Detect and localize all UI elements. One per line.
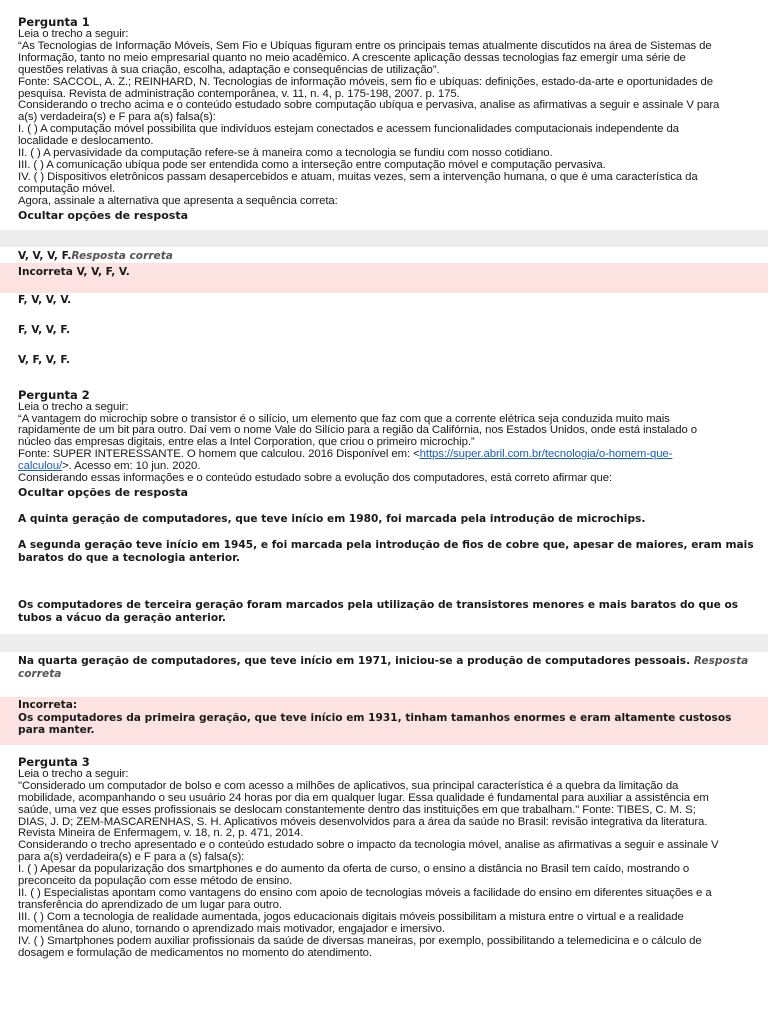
question-1-line: localidade e deslocamento. (18, 135, 154, 148)
question-1-line: computação móvel. (18, 182, 116, 195)
correct-answer-label: Resposta correta (71, 249, 173, 262)
source-prefix: Fonte: SUPER INTERESSANTE. O homem que calculou. 2016 Disponível em: < (18, 448, 420, 461)
question-1-line: pesquisa. Revista de administração contemporânea, v. 11, n. 4, p. 175-198, 2007. p. 175. (18, 87, 460, 100)
answer-option-q2-e[interactable] (0, 697, 768, 745)
question-3-line: dosagem e formulação de medicamentos no momento do atendimento. (18, 946, 372, 959)
question-1-line: “As Tecnologias de Informação Móveis, Sem Fio e Ubíquas figuram entre os principais temas atualmente discutidos na área de Sistemas de (18, 39, 712, 52)
question-1-line: Fonte: SACCOL, A. Z.; REINHARD, N. Tecnologias de informação móveis, sem fio e ubíquas: definições, estado-da-arte e oportunidades de (18, 75, 713, 88)
question-3-line: Revista Mineira de Enfermagem, v. 18, n. 2, p. 471, 2014. (18, 827, 304, 840)
question-3-line: Leia o trecho a seguir: (18, 767, 129, 780)
answer-option-text: V, V, F, V. (72, 265, 130, 278)
question-3-line: saúde, uma vez que esses profissionais se deslocam constantemente dentro das instituições em que trabalham." Fonte: TIBES, C. M. S; (18, 803, 696, 816)
question-1-line: Leia o trecho a seguir: (18, 28, 129, 40)
answer-option-q2-a[interactable] (0, 507, 768, 537)
question-3-line: mobilidade, acompanhando o seu usuário 24 horas por dia em qualquer lugar. Essa qualidade é fundamental para auxiliar a assistência em (18, 791, 709, 804)
question-1-line: a(s) verdadeira(s) e F para a(s) falsa(s): (18, 111, 216, 124)
answer-option-q1-b[interactable] (0, 263, 768, 293)
answer-option-text: F, V, V, F. (18, 323, 71, 336)
answer-option-q2-b[interactable] (0, 537, 768, 599)
question-1-line: III. ( ) A comunicação ubíqua pode ser entendida como a interseção entre computação móvel e computação pervasiva. (18, 158, 606, 171)
question-2-title: Pergunta 2 (18, 387, 90, 402)
question-1-title: Pergunta 1 (18, 15, 90, 29)
hide-options-link-q2[interactable]: Ocultar opções de resposta (18, 485, 189, 499)
answer-option-q1-d[interactable] (0, 323, 768, 353)
question-3-text (18, 769, 758, 960)
document-page (18, 16, 758, 959)
hide-options-link-q1[interactable]: Ocultar opções de resposta (18, 208, 189, 222)
question-1-line: questões relativas à sua criação, escolha, adaptação e consequências de utilização”. (18, 63, 440, 76)
source-suffix: >. Acesso em: 10 jun. 2020. (62, 460, 201, 473)
source-link[interactable]: https://super.abril.com.br/tecnologia/o-homem-que- (419, 448, 673, 461)
answer-option-text: A quinta geração de computadores, que teve início em 1980, foi marcada pela introdução de microchips. (18, 512, 646, 525)
answer-option-q1-c[interactable] (0, 293, 768, 323)
answer-option-q1-a[interactable] (0, 247, 768, 263)
question-3-title: Pergunta 3 (18, 754, 90, 769)
question-3-line: IV. ( ) Smartphones podem auxiliar profissionais da saúde de diversas maneiras, por exemplo, possibilitando a telemedicina e o cálculo de (18, 934, 702, 947)
question-2-prompt: Considerando essas informações e o conteúdo estudado sobre a evolução dos computadores, está correto afirmar que: (18, 472, 613, 485)
source-link-cont[interactable]: calculou/ (18, 460, 63, 473)
answer-option-text: F, V, V, V. (18, 293, 72, 306)
question-2-text (18, 402, 758, 485)
question-1-line: I. ( ) A computação móvel possibilita que indivíduos estejam conectados e acessem funcionalidades computacionais independente da (18, 123, 679, 136)
question-1-line: Agora, assinale a alternativa que apresenta a sequência correta: (18, 194, 338, 207)
answer-option-text: Os computadores da primeira geração, que teve início em 1931, tinham tamanhos enormes e eram altamente custosos para manter. (18, 711, 732, 737)
question-1-line: Informação, tanto no meio empresarial quanto no meio acadêmico. A crescente aplicação dessas tecnologias faz emergir uma série de (18, 51, 686, 64)
question-1-line: IV. ( ) Dispositivos eletrônicos passam desapercebidos e atuam, muitas vezes, sem a intervenção humana, o que é uma característica da (18, 170, 698, 183)
question-1-line: Considerando o trecho acima e o conteúdo estudado sobre computação ubíqua e pervasiva, analise as afirmativas a seguir e assinale V para (18, 99, 720, 112)
question-3-line: I. ( ) Apesar da popularização dos smartphones e do aumento da oferta de curso, o ensino a distância no Brasil tem caído, mostrando o (18, 863, 690, 876)
question-3-line: para a(s) verdadeira(s) e F para a (s) falsa(s): (18, 851, 245, 864)
option-spacer (0, 230, 768, 247)
question-3-line: II. ( ) Especialistas apontam como vantagens do ensino com apoio de tecnologias móveis a facilidade do ensino em diferentes situações e a (18, 887, 712, 899)
question-2-line: núcleo das empresas digitais, entre elas a Intel Corporation, que criou o primeiro microchip.” (18, 436, 475, 449)
incorrect-answer-label: Incorreta: (18, 698, 78, 711)
question-3-line: DIAS, J. D; ZEM-MASCARENHAS, S. H. Aplicativos móveis desenvolvidos para a área da saúde no Brasil: revisão integrativa da literatura. (18, 815, 708, 828)
question-2-line: Leia o trecho a seguir: (18, 400, 129, 413)
answer-option-q2-d[interactable] (0, 652, 768, 697)
answer-option-text: V, V, V, F. (18, 249, 72, 262)
correct-answer-label: Resposta correta (18, 654, 749, 680)
question-3-line: preconceito da população com esse método de ensino. (18, 875, 293, 888)
question-3-line: momentânea do aluno, tornando o aprendizado mais motivador, engajador e imersivo. (18, 922, 445, 935)
incorrect-answer-label: Incorreta (18, 265, 73, 278)
question-1-text (18, 29, 758, 208)
answer-option-text: V, F, V, F. (18, 353, 71, 366)
answer-option-text: Os computadores de terceira geração foram marcados pela utilização de transistores menores e mais baratos do que os tubos a vácuo da geração anterior. (18, 598, 739, 624)
question-3-line: "Considerado um computador de bolso e com acesso a milhões de aplicativos, sua principal característica é a quebra da limitação da (18, 779, 679, 792)
question-2-line: rapidamente de um bit para outro. Daí vem o nome Vale do Silício para a região da Califórnia, nos Estados Unidos, onde está instalado o (18, 424, 697, 437)
question-3-line: Considerando o trecho apresentado e o conteúdo estudado sobre o impacto da tecnologia móvel, analise as afirmativas a seguir e assinale V (18, 839, 719, 852)
answer-option-text: A segunda geração teve início em 1945, e foi marcada pela introdução de fios de cobre que, apesar de maiores, eram mais baratos do que a tecnologia anterior. (18, 538, 754, 564)
answer-option-q1-e[interactable] (0, 353, 768, 383)
question-1-line: II. ( ) A pervasividade da computação refere-se à maneira como a tecnologia se fundiu com nosso cotidiano. (18, 147, 553, 160)
option-spacer (0, 634, 768, 652)
question-2-line: “A vantagem do microchip sobre o transistor é o silício, um elemento que faz com que a corrente elétrica seja conduzida muito mais (18, 412, 670, 425)
question-3-line: transferência do aprendizado de um lugar para outro. (18, 898, 282, 911)
question-3-line: III. ( ) Com a tecnologia de realidade aumentada, jogos educacionais digitais móveis possibilitam a mistura entre o virtual e a realidade (18, 910, 684, 923)
answer-option-q2-c[interactable] (0, 599, 768, 634)
answer-option-text: Na quarta geração de computadores, que teve início em 1971, iniciou-se a produção de computadores pessoais. (18, 654, 694, 667)
